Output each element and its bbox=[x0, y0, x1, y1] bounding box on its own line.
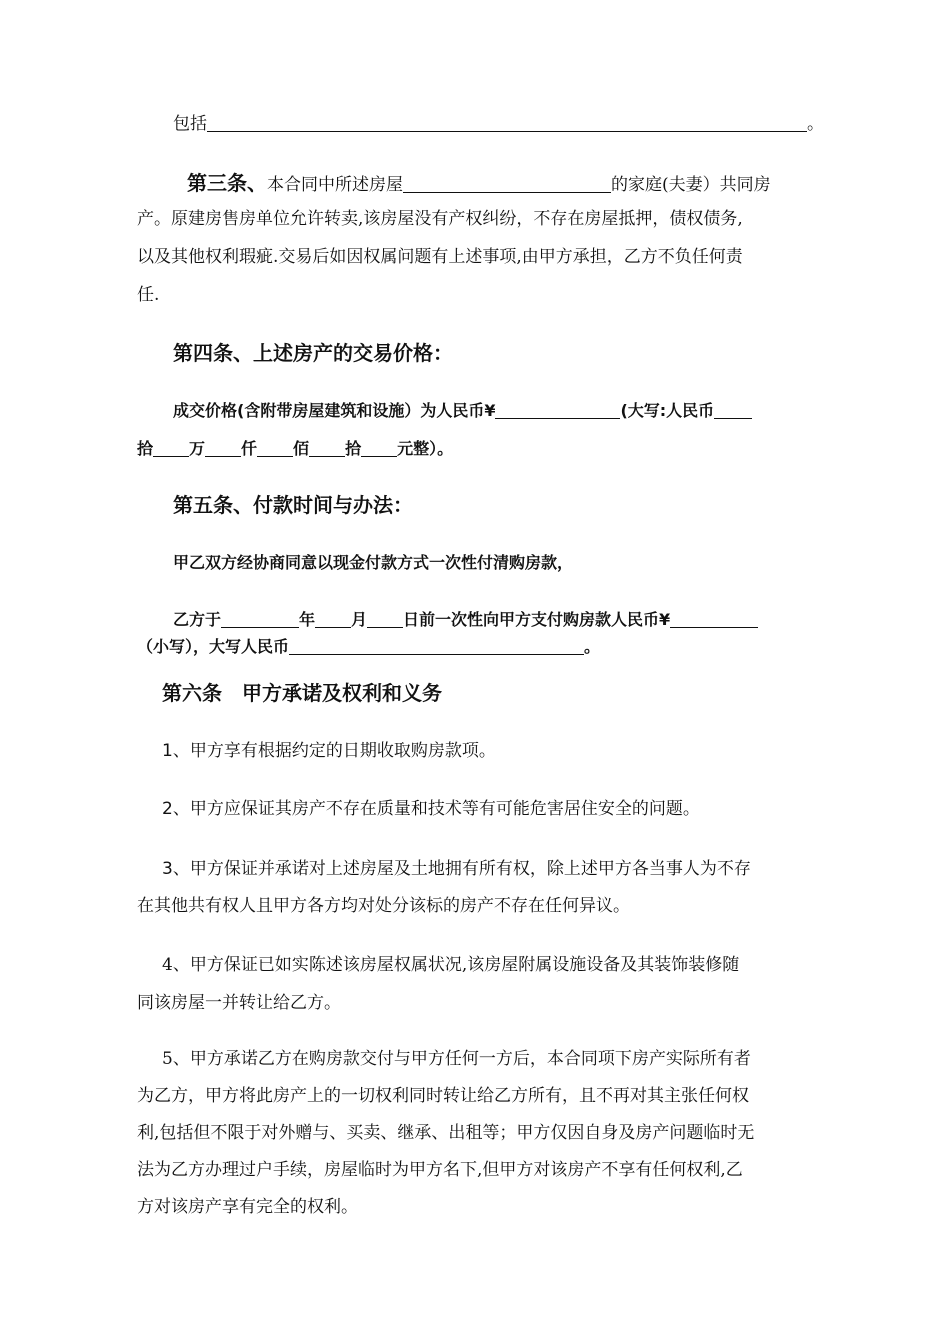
article-3-line-1 bbox=[187, 172, 771, 196]
unit-shi-2: 拾 bbox=[345, 439, 362, 458]
unit-yuan: 元整）。 bbox=[397, 439, 454, 458]
pay-amount-blank[interactable] bbox=[670, 609, 758, 628]
blank-shi[interactable] bbox=[309, 438, 345, 457]
article-3-line-4: 任. bbox=[137, 285, 160, 305]
article-6-item-4-line-2: 同该房屋一并转让给乙方。 bbox=[137, 993, 341, 1013]
price-words-label: (大写:人民币 bbox=[620, 401, 715, 420]
article-3-label: 第三条、 bbox=[187, 171, 267, 195]
article-6-item-3-line-1: 3、甲方保证并承诺对上述房屋及土地拥有所有权，除上述甲方各当事人为不存 bbox=[162, 859, 751, 879]
article-4-price-line bbox=[173, 400, 752, 422]
article-6-item-5-line-3: 利,包括但不限于对外赠与、买卖、继承、出租等；甲方仅因自身及房产问题临时无 bbox=[137, 1123, 755, 1143]
blank-wan[interactable] bbox=[153, 438, 189, 457]
price-number-blank[interactable] bbox=[495, 400, 620, 419]
period: 。 bbox=[584, 637, 601, 656]
day-blank[interactable] bbox=[367, 609, 403, 628]
pay-words-blank[interactable] bbox=[289, 636, 584, 655]
pay-party: 乙方于 bbox=[173, 610, 222, 629]
pay-words-label: （小写），大写人民币 bbox=[137, 637, 290, 656]
article-6-item-5-line-5: 方对该房产享有完全的权利。 bbox=[137, 1197, 358, 1217]
article-6-item-5-line-4: 法为乙方办理过户手续，房屋临时为甲方名下,但甲方对该房产不享有任何权利,乙 bbox=[137, 1160, 743, 1180]
pay-text: 日前一次性向甲方支付购房款人民币¥ bbox=[403, 610, 671, 629]
article-3-text-cont: 的家庭(夫妻）共同房 bbox=[611, 175, 771, 195]
blank-qian[interactable] bbox=[205, 438, 241, 457]
article-3-text: 本合同中所述房屋 bbox=[267, 175, 403, 195]
unit-qian: 仟 bbox=[241, 439, 258, 458]
article-6-item-2: 2、甲方应保证其房产不存在质量和技术等有可能危害居住安全的问题。 bbox=[162, 799, 700, 819]
blank-yuan[interactable] bbox=[361, 438, 397, 457]
article-6-item-5-line-2: 为乙方，甲方将此房产上的一切权利同时转让给乙方所有，且不再对其主张任何权 bbox=[137, 1086, 749, 1106]
article-6-title: 第六条 甲方承诺及权利和义务 bbox=[162, 681, 442, 705]
month-blank[interactable] bbox=[315, 609, 351, 628]
article-3-line-3: 以及其他权利瑕疵.交易后如因权属问题有上述事项,由甲方承担，乙方不负任何责 bbox=[137, 247, 743, 267]
house-owner-blank[interactable] bbox=[403, 174, 611, 193]
price-text: 成交价格(含附带房屋建筑和设施）为人民币¥ bbox=[173, 401, 496, 420]
price-words-blank[interactable] bbox=[714, 400, 752, 419]
article-5-line-2 bbox=[173, 609, 758, 631]
article-4-title: 第四条、上述房产的交易价格： bbox=[173, 341, 453, 365]
article-6-item-1: 1、甲方享有根据约定的日期收取购房款项。 bbox=[162, 741, 496, 761]
year-label: 年 bbox=[299, 610, 316, 629]
month-label: 月 bbox=[351, 610, 368, 629]
include-suffix: 。 bbox=[807, 114, 824, 134]
article-6-item-4-line-1: 4、甲方保证已如实陈述该房屋权属状况,该房屋附属设施设备及其装饰装修随 bbox=[162, 955, 740, 975]
article-5-line-1: 甲乙双方经协商同意以现金付款方式一次性付清购房款， bbox=[173, 553, 574, 572]
unit-shi: 拾 bbox=[137, 439, 154, 458]
article-5-line-3 bbox=[137, 636, 600, 658]
unit-wan: 万 bbox=[189, 439, 206, 458]
include-blank[interactable] bbox=[207, 113, 807, 132]
include-prefix: 包括 bbox=[173, 114, 207, 134]
unit-bai: 佰 bbox=[293, 439, 310, 458]
article-6-item-5-line-1: 5、甲方承诺乙方在购房款交付与甲方任何一方后，本合同项下房产实际所有者 bbox=[162, 1049, 751, 1069]
article-5-title: 第五条、付款时间与办法： bbox=[173, 493, 413, 517]
clause-include-line bbox=[173, 113, 824, 135]
blank-bai[interactable] bbox=[257, 438, 293, 457]
article-6-item-3-line-2: 在其他共有权人且甲方各方均对处分该标的房产不存在任何异议。 bbox=[137, 896, 630, 916]
article-3-line-2: 产。原建房售房单位允许转卖,该房屋没有产权纠纷，不存在房屋抵押，债权债务, bbox=[137, 209, 743, 229]
year-blank[interactable] bbox=[221, 609, 299, 628]
article-4-words-line bbox=[137, 438, 453, 460]
